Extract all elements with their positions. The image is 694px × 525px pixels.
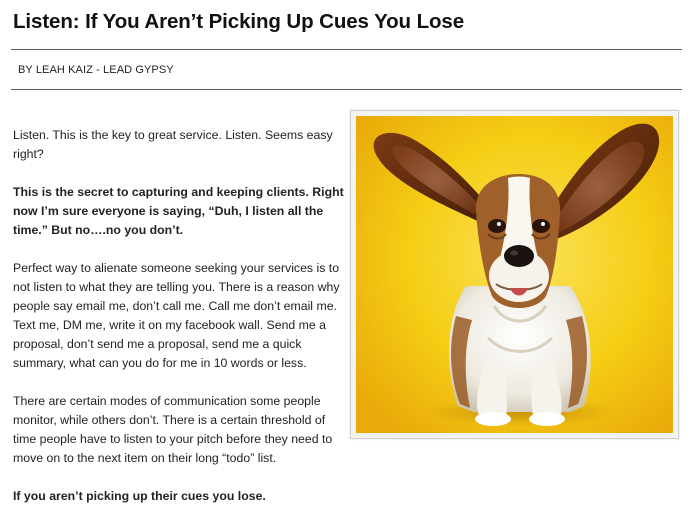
left-eye [488,219,506,233]
article-paragraph-2: This is the secret to capturing and keeping clients. Right now I’m sure everyone is saying, “Duh, I listen all the time.” But no….no you don’t. [13,185,344,237]
basset-hound-photo [356,116,673,433]
right-eye [532,219,550,233]
article-title: Listen: If You Aren’t Picking Up Cues You Lose [13,10,465,33]
article-paragraph-5: If you aren’t picking up their cues you lose. [13,489,266,503]
article-body [13,126,345,525]
byline-divider [11,89,682,90]
article-paragraph-4: There are certain modes of communication some people monitor, while others don’t. There is a certain threshold of time people have to listen to your pitch before they need to move on to the next item on their long “todo” list. [13,394,333,465]
article-byline: BY LEAH KAIZ - LEAD GYPSY [18,64,174,76]
dog-nose [504,245,534,267]
article-photo-frame [350,110,679,439]
article-paragraph-3: Perfect way to alienate someone seeking your services is to not listen to what they are telling you. There is a reason why people say email me, don’t call me. Call me don’t email me. Text me, DM me, write it on my facebook wall. Send me a proposal, don’t send me a proposal, send me a quick summary, what can you do for me in 10 words or less. [13,261,340,370]
title-divider [11,49,682,50]
article-paragraph-1: Listen. This is the key to great service. Listen. Seems easy right? [13,128,333,161]
